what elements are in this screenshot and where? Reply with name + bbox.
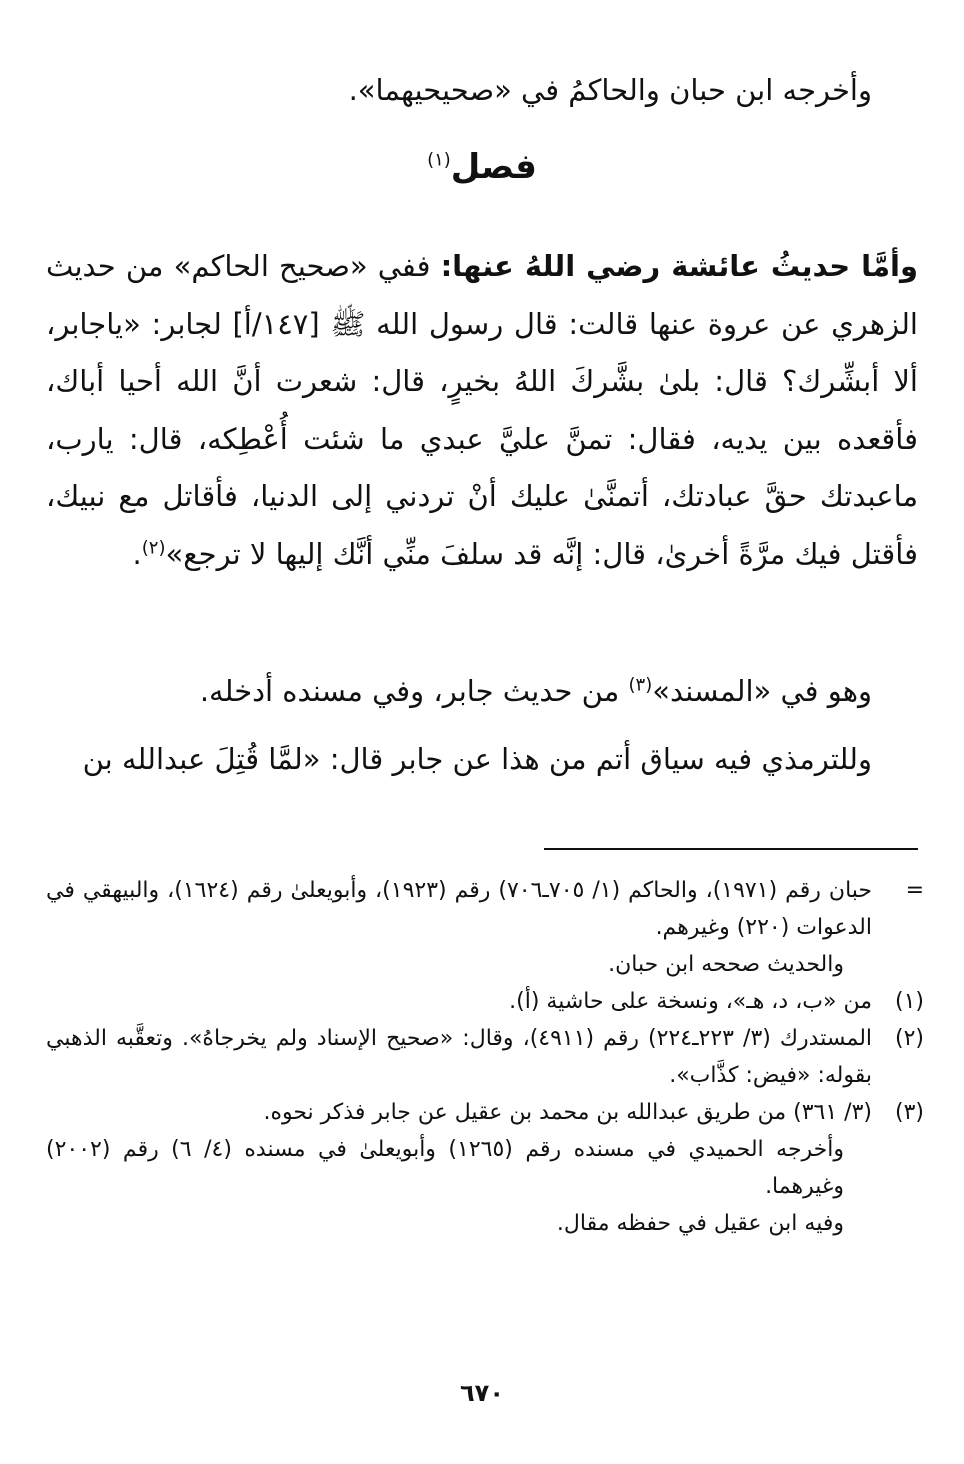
top-line: وأخرجه ابن حبان والحاكمُ في «صحيحيهما». — [348, 73, 872, 107]
footnote-3-note: وفيه ابن عقيل في حفظه مقال. — [556, 1211, 844, 1236]
footnote-1-text: من «ب، د، هـ»، ونسخة على حاشية (أ). — [509, 989, 872, 1014]
footnote-separator — [544, 848, 918, 850]
page-number: ٦٧٠ — [460, 1379, 504, 1407]
footnote-2 — [46, 1020, 924, 1094]
footnote-ref-1: (١) — [427, 149, 451, 171]
footnotes — [46, 872, 924, 1242]
footnote-1-number: (١) — [894, 989, 924, 1014]
paragraph-musnad-after: من حديث جابر، وفي مسنده أدخله. — [199, 674, 629, 708]
section-title: فصل — [450, 147, 537, 187]
footnote-continuation — [46, 872, 924, 983]
footnote-3-humaydi: وأخرجه الحميدي في مسنده رقم (١٢٦٥) وأبويعلىٰ في مسنده (٤/ ٦) رقم (٢٠٠٢) وغيرهما. — [46, 1137, 845, 1199]
footnote-2-text: المستدرك (٣/ ٢٢٣ـ٢٢٤) رقم (٤٩١١)، وقال: «صحيح الإسناد ولم يخرجاهُ». وتعقَّبه الذهبي بقوله: «فيض: كذَّاب». — [46, 1026, 873, 1088]
footnote-3-number: (٣) — [894, 1100, 924, 1125]
paragraph-musnad-before: وهو في «المسند» — [652, 674, 872, 708]
paragraph-lead: وأمَّا حديثُ عائشة رضي اللهُ عنها: — [440, 249, 918, 283]
footnote-ref-2: (٢) — [141, 536, 166, 558]
footnote-ref-3: (٣) — [628, 674, 653, 696]
paragraph-aisha-hadith — [46, 238, 918, 583]
footnote-1 — [46, 983, 924, 1020]
footnote-continuation-marker: = — [905, 878, 924, 903]
footnote-continuation-text: حبان رقم (١٩٧١)، والحاكم (١/ ٧٠٥ـ٧٠٦) رقم (١٩٢٣)، وأبويعلىٰ رقم (١٦٢٤)، والبيهقي في الدعوات (٢٢٠) وغيرهم. — [46, 878, 873, 940]
paragraph-tirmidhi: وللترمذي فيه سياق أتم من هذا عن جابر قال: «لمَّا قُتِلَ عبدالله بن — [82, 742, 872, 776]
paragraph-musnad — [46, 670, 872, 712]
footnote-3 — [46, 1094, 924, 1242]
paragraph-text: ففي «صحيح الحاكم» من حديث الزهري عن عروة عنها قالت: قال رسول الله ﷺ [١٤٧/أ] لجابر: «ياجابر، ألا أبشِّرك؟ قال: بلىٰ بشَّركَ اللهُ بخيرٍ، قال: شعرت أنَّ الله أحيا أباك، فأقعده بين يديه، فقال: تمنَّ عليَّ عبدي ما شئت أُعْطِكه، قال: يارب، ماعبدتك حقَّ عبادتك، أتمنَّىٰ عليك أنْ تردني إلى الدنيا، فأقاتل مع نبيك، فأقتل فيك مرَّةً أخرىٰ، قال: إنَّه قد سلفَ منِّي أنَّك إليها لا ترجع» — [46, 249, 918, 571]
footnote-continuation-note: والحديث صححه ابن حبان. — [608, 952, 844, 977]
footnote-2-number: (٢) — [894, 1026, 924, 1051]
paragraph-end: . — [132, 536, 142, 571]
section-heading — [0, 145, 964, 189]
footnote-3-text: (٣/ ٣٦١) من طريق عبدالله بن محمد بن عقيل عن جابر فذكر نحوه. — [263, 1100, 872, 1125]
